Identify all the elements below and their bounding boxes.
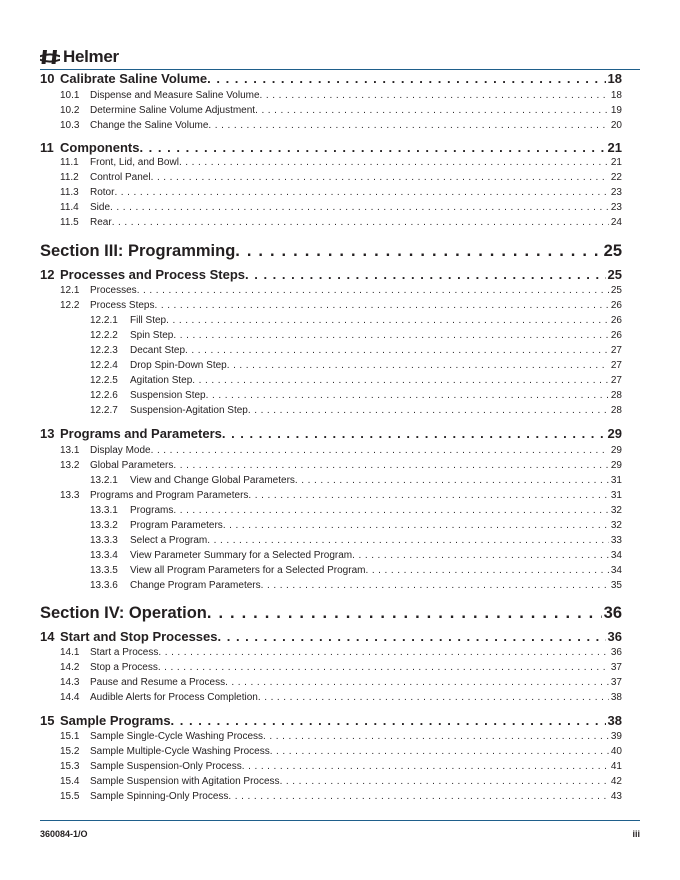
dot-leader (248, 489, 608, 502)
dot-leader (208, 119, 608, 132)
toc-entry-l2[interactable] (40, 790, 622, 803)
toc-entry-title: Audible Alerts for Process Completion (90, 692, 258, 703)
toc-entry-page: 34 (610, 565, 622, 576)
dot-leader (270, 745, 609, 758)
toc-entry-l2[interactable] (40, 459, 622, 472)
toc-entry-l2[interactable] (40, 489, 622, 502)
toc-entry-title: Display Mode (90, 445, 151, 456)
dot-leader (110, 201, 609, 214)
toc-entry-number: 14.4 (60, 692, 80, 703)
toc-entry-l2[interactable] (40, 104, 622, 117)
toc-entry-l2[interactable] (40, 201, 622, 214)
toc-entry-l3[interactable] (40, 329, 622, 342)
dot-leader (179, 156, 609, 169)
toc-entry-number: 13.3.3 (90, 535, 118, 546)
toc-entry-number: 10 (40, 71, 55, 86)
toc-entry-page: 26 (610, 315, 622, 326)
toc-entry-number: 12 (40, 267, 55, 282)
toc-entry-number: 11.2 (60, 172, 79, 183)
dot-leader (222, 426, 606, 442)
dot-leader (261, 579, 609, 592)
toc-entry-title: Global Parameters (90, 460, 174, 471)
dot-leader (228, 790, 608, 803)
toc-entry-title: Rear (90, 217, 112, 228)
toc-entry-page: 18 (607, 71, 622, 86)
toc-entry-page: 34 (610, 550, 622, 561)
dot-leader (248, 404, 609, 417)
dot-leader (139, 140, 605, 156)
toc-entry-title: Control Panel (90, 172, 151, 183)
toc-entry-title: Start and Stop Processes (60, 629, 218, 644)
toc-entry-page: 26 (610, 300, 622, 311)
logo-text: Helmer (63, 47, 119, 66)
dot-leader (245, 267, 606, 283)
dot-leader (158, 661, 609, 674)
dot-leader (218, 629, 606, 645)
toc-entry-number: 12.2 (60, 300, 80, 311)
toc-entry-page: 32 (610, 505, 622, 516)
toc-entry-page: 29 (610, 445, 622, 456)
toc-entry-l2[interactable] (40, 444, 622, 457)
toc-entry-l3[interactable] (40, 504, 622, 517)
toc-entry-title: Sample Programs (60, 713, 171, 728)
toc-entry-number: 13.3.6 (90, 580, 118, 591)
toc-entry-page: 25 (603, 242, 622, 260)
toc-entry-l3[interactable] (40, 549, 622, 562)
footer-rule (40, 820, 640, 821)
toc-entry-page: 36 (603, 604, 622, 622)
toc-entry-title: Front, Lid, and Bowl (90, 157, 179, 168)
toc-entry-title: Suspension-Agitation Step (130, 405, 248, 416)
dot-leader (173, 504, 609, 517)
toc-entry-page: 43 (610, 791, 622, 802)
toc-entry-title: Drop Spin-Down Step (130, 360, 227, 371)
toc-entry-l2[interactable] (40, 299, 622, 312)
toc-entry-page: 27 (610, 345, 622, 356)
dot-leader (173, 329, 609, 342)
dot-leader (242, 760, 609, 773)
toc-entry-title: Program Parameters (130, 520, 223, 531)
toc-entry-page: 31 (610, 490, 622, 501)
toc-entry-number: 13 (40, 426, 55, 441)
toc-entry-title: Sample Suspension with Agitation Process (90, 776, 280, 787)
toc-entry-number: 10.2 (60, 105, 80, 116)
toc-entry-l3[interactable] (40, 474, 622, 487)
toc-entry-page: 29 (607, 426, 622, 441)
toc-entry-title: Programs and Program Parameters (90, 490, 249, 501)
toc-entry-page: 23 (610, 187, 622, 198)
toc-entry-page: 35 (610, 580, 622, 591)
dot-leader (295, 474, 609, 487)
toc-entry-page: 27 (610, 375, 622, 386)
toc-entry-title: View all Program Parameters for a Selected Program (130, 565, 366, 576)
toc-entry-title: Calibrate Saline Volume (60, 71, 208, 86)
dot-leader (258, 691, 609, 704)
dot-leader (207, 603, 602, 623)
toc-entry-l2[interactable] (40, 730, 622, 743)
dot-leader (185, 344, 609, 357)
toc-entry-title: Side (90, 202, 111, 213)
toc-entry-l3[interactable] (40, 564, 622, 577)
toc-entry-chapter[interactable] (40, 426, 622, 442)
toc-entry-page: 21 (607, 140, 622, 155)
toc-entry-page: 37 (610, 662, 622, 673)
toc-entry-title: View and Change Global Parameters (130, 475, 295, 486)
toc-entry-l3[interactable] (40, 314, 622, 327)
toc-entry-l3[interactable] (40, 579, 622, 592)
toc-entry-title: Pause and Resume a Process (90, 677, 226, 688)
toc-entry-section[interactable] (40, 241, 622, 261)
toc-entry-number: 15.4 (60, 776, 80, 787)
toc-entry-number: 13.1 (60, 445, 80, 456)
toc-entry-title: Process Steps (90, 300, 155, 311)
toc-entry-number: 12.2.2 (90, 330, 118, 341)
toc-entry-page: 32 (610, 520, 622, 531)
toc-entry-page: 26 (610, 330, 622, 341)
toc-entry-page: 36 (610, 647, 622, 658)
dot-leader (280, 775, 609, 788)
toc-entry-l3[interactable] (40, 344, 622, 357)
toc-entry-page: 23 (610, 202, 622, 213)
toc-entry-title: Agitation Step (130, 375, 193, 386)
dot-leader (352, 549, 609, 562)
header-rule (40, 69, 640, 70)
toc-entry-page: 21 (610, 157, 622, 168)
dot-leader (158, 646, 609, 659)
toc-entry-l2[interactable] (40, 661, 622, 674)
toc-entry-l2[interactable] (40, 156, 622, 169)
toc-entry-number: 12.2.5 (90, 375, 118, 386)
dot-leader (263, 730, 609, 743)
toc-entry-page: 19 (610, 105, 622, 116)
toc-entry-title: View Parameter Summary for a Selected Program (130, 550, 353, 561)
toc-entry-title: Processes (90, 285, 137, 296)
toc-entry-title: Programs (130, 505, 174, 516)
toc-entry-number: 14.1 (60, 647, 80, 658)
toc-entry-title: Suspension Step (130, 390, 206, 401)
toc-entry-page: 42 (610, 776, 622, 787)
toc-entry-page: 33 (610, 535, 622, 546)
toc-entry-l2[interactable] (40, 171, 622, 184)
dot-leader (227, 359, 609, 372)
page-number: iii (632, 829, 640, 839)
toc-entry-page: 41 (610, 761, 622, 772)
dot-leader (206, 389, 609, 402)
toc-entry-title: Dispense and Measure Saline Volume (90, 90, 260, 101)
toc-entry-chapter[interactable] (40, 140, 622, 156)
toc-entry-number: 15.2 (60, 746, 80, 757)
toc-entry-page: 36 (607, 629, 622, 644)
toc-entry-chapter[interactable] (40, 267, 622, 283)
toc-entry-number: 12.2.1 (90, 315, 118, 326)
toc-entry-page: 38 (610, 692, 622, 703)
toc-entry-number: 11.3 (60, 187, 79, 198)
dot-leader (255, 104, 609, 117)
toc-entry-page: 25 (607, 267, 622, 282)
toc-entry-l3[interactable] (40, 389, 622, 402)
toc-entry-number: 15.3 (60, 761, 80, 772)
toc-entry-number: 12.2.4 (90, 360, 118, 371)
toc-entry-page: 39 (610, 731, 622, 742)
toc-entry-number: 13.3.4 (90, 550, 118, 561)
dot-leader (207, 71, 605, 87)
toc-entry-number: 12.2.3 (90, 345, 118, 356)
toc-entry-number: 13.3.1 (90, 505, 118, 516)
dot-leader (225, 676, 609, 689)
toc-entry-page: 31 (610, 475, 622, 486)
toc-entry-title: Select a Program (130, 535, 208, 546)
toc-entry-number: 13.3 (60, 490, 80, 501)
toc-entry-number: 12.1 (60, 285, 80, 296)
toc-entry-title: Sample Spinning-Only Process (90, 791, 229, 802)
toc-entry-number: 13.2 (60, 460, 80, 471)
toc-entry-chapter[interactable] (40, 629, 622, 645)
toc-entry-title: Fill Step (130, 315, 167, 326)
toc-entry-number: 15.1 (60, 731, 80, 742)
toc-entry-l3[interactable] (40, 404, 622, 417)
helmer-logo-mark-icon (40, 49, 60, 65)
toc-entry-number: 10.3 (60, 120, 80, 131)
toc-entry-number: 12.2.7 (90, 405, 118, 416)
helmer-logo (40, 47, 119, 67)
toc-entry-section[interactable] (40, 603, 622, 623)
toc-entry-l2[interactable] (40, 676, 622, 689)
toc-entry-page: 22 (610, 172, 622, 183)
toc-entry-title: Programs and Parameters (60, 426, 222, 441)
toc-entry-l2[interactable] (40, 745, 622, 758)
dot-leader (151, 444, 609, 457)
toc-entry-l2[interactable] (40, 760, 622, 773)
toc-entry-number: 11.1 (60, 157, 79, 168)
toc-entry-l2[interactable] (40, 775, 622, 788)
toc-entry-page: 38 (607, 713, 622, 728)
toc-entry-l2[interactable] (40, 284, 622, 297)
dot-leader (114, 186, 608, 199)
dot-leader (235, 241, 601, 261)
toc-entry-page: 24 (610, 217, 622, 228)
toc-entry-title: Section IV: Operation (40, 604, 207, 622)
toc-entry-number: 11 (40, 140, 54, 155)
toc-entry-page: 27 (610, 360, 622, 371)
toc-entry-chapter[interactable] (40, 71, 622, 87)
dot-leader (260, 89, 609, 102)
toc-entry-page: 20 (610, 120, 622, 131)
document-number: 360084-1/O (40, 829, 88, 839)
toc-entry-number: 15 (40, 713, 55, 728)
toc-entry-page: 29 (610, 460, 622, 471)
toc-entry-number: 14 (40, 629, 55, 644)
toc-entry-number: 10.1 (60, 90, 80, 101)
dot-leader (365, 564, 608, 577)
dot-leader (112, 216, 609, 229)
toc-entry-l2[interactable] (40, 691, 622, 704)
toc-entry-title: Components (60, 140, 140, 155)
dot-leader (154, 299, 608, 312)
toc-entry-l2[interactable] (40, 186, 622, 199)
toc-entry-number: 12.2.6 (90, 390, 118, 401)
toc-entry-title: Sample Single-Cycle Washing Process (90, 731, 264, 742)
toc-entry-title: Sample Suspension-Only Process (90, 761, 242, 772)
toc-entry-title: Determine Saline Volume Adjustment (90, 105, 256, 116)
dot-leader (137, 284, 609, 297)
toc-entry-page: 18 (610, 90, 622, 101)
toc-entry-l2[interactable] (40, 646, 622, 659)
dot-leader (207, 534, 609, 547)
toc-entry-l3[interactable] (40, 534, 622, 547)
toc-entry-number: 15.5 (60, 791, 80, 802)
dot-leader (151, 171, 609, 184)
dot-leader (171, 713, 606, 729)
toc-entry-title: Change Program Parameters (130, 580, 261, 591)
toc-entry-l3[interactable] (40, 519, 622, 532)
toc-entry-title: Spin Step (130, 330, 174, 341)
toc-entry-number: 14.2 (60, 662, 80, 673)
dot-leader (173, 459, 609, 472)
toc-entry-number: 13.2.1 (90, 475, 118, 486)
dot-leader (166, 314, 609, 327)
toc-entry-l2[interactable] (40, 216, 622, 229)
toc-entry-number: 13.3.5 (90, 565, 118, 576)
toc-entry-page: 37 (610, 677, 622, 688)
toc-entry-number: 14.3 (60, 677, 80, 688)
toc-entry-l2[interactable] (40, 119, 622, 132)
toc-entry-title: Stop a Process (90, 662, 158, 673)
toc-entry-title: Processes and Process Steps (60, 267, 245, 282)
toc-entry-title: Rotor (90, 187, 115, 198)
toc-entry-l3[interactable] (40, 374, 622, 387)
toc-entry-page: 28 (610, 405, 622, 416)
toc-entry-number: 11.5 (60, 217, 79, 228)
toc-entry-page: 25 (610, 285, 622, 296)
toc-entry-title: Decant Step (130, 345, 186, 356)
toc-entry-title: Sample Multiple-Cycle Washing Process (90, 746, 270, 757)
toc-entry-page: 28 (610, 390, 622, 401)
toc-entry-page: 40 (610, 746, 622, 757)
toc-entry-number: 11.4 (60, 202, 79, 213)
toc-entry-l3[interactable] (40, 359, 622, 372)
toc-entry-l2[interactable] (40, 89, 622, 102)
toc-entry-title: Change the Saline Volume (90, 120, 209, 131)
toc-entry-number: 13.3.2 (90, 520, 118, 531)
toc-entry-chapter[interactable] (40, 713, 622, 729)
dot-leader (192, 374, 609, 387)
toc-entry-title: Section III: Programming (40, 242, 236, 260)
dot-leader (223, 519, 609, 532)
toc-entry-title: Start a Process (90, 647, 159, 658)
